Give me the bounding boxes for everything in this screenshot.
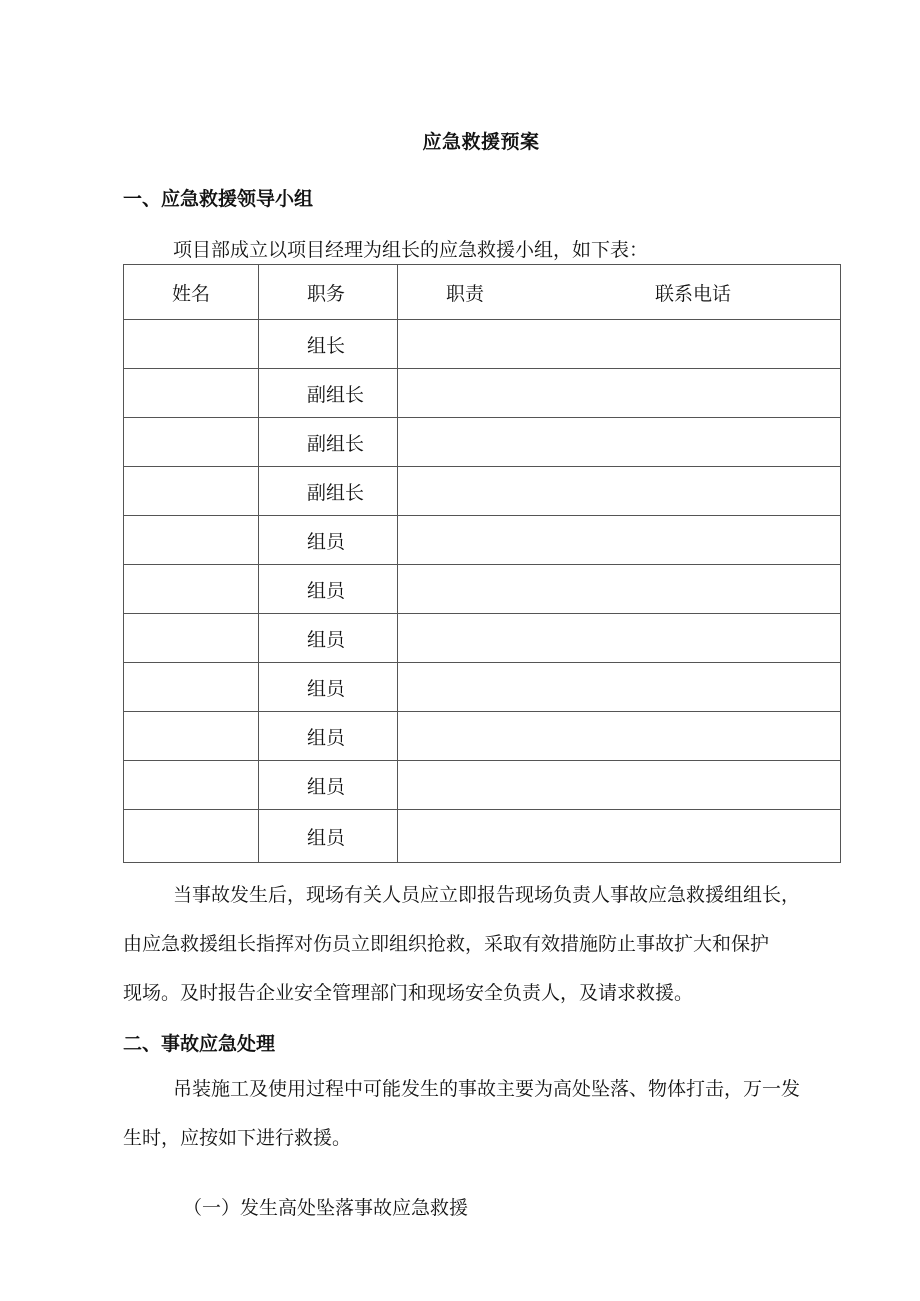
paragraph-line: 生时，应按如下进行救援。 <box>123 1127 352 1149</box>
cell-name <box>124 565 259 614</box>
header-phone: 联系电话 <box>655 282 732 305</box>
table-row <box>124 614 841 663</box>
cell-role: 组员 <box>259 663 398 712</box>
cell-role: 组员 <box>259 516 398 565</box>
emergency-team-table <box>123 264 841 863</box>
cell-duty <box>398 418 841 467</box>
subsection-heading: （一）发生高处坠落事故应急救援 <box>183 1197 469 1219</box>
cell-duty <box>398 320 841 369</box>
cell-role: 副组长 <box>259 369 398 418</box>
cell-name <box>124 663 259 712</box>
table-row <box>124 810 841 863</box>
cell-role: 组员 <box>259 761 398 810</box>
cell-duty <box>398 663 841 712</box>
header-duty-phone <box>398 265 841 320</box>
header-role: 职务 <box>259 265 398 320</box>
section2-body <box>123 1065 843 1163</box>
paragraph-line: 当事故发生后，现场有关人员应立即报告现场负责人事故应急救援组组长， <box>173 884 801 906</box>
cell-duty <box>398 810 841 863</box>
paragraph-line: 吊装施工及使用过程中可能发生的事故主要为高处坠落、物体打击，万一发 <box>173 1078 801 1100</box>
header-name: 姓名 <box>124 265 259 320</box>
table-row <box>124 516 841 565</box>
cell-duty <box>398 369 841 418</box>
intro-line: 项目部成立以项目经理为组长的应急救援小组，如下表： <box>173 239 649 261</box>
table-row <box>124 320 841 369</box>
table-row <box>124 712 841 761</box>
cell-name <box>124 320 259 369</box>
table-row <box>124 369 841 418</box>
cell-role: 组员 <box>259 712 398 761</box>
cell-duty <box>398 565 841 614</box>
cell-duty <box>398 761 841 810</box>
cell-name <box>124 418 259 467</box>
incident-report-paragraph <box>123 871 843 1018</box>
cell-role: 组员 <box>259 614 398 663</box>
paragraph-line: 由应急救援组长指挥对伤员立即组织抢救，采取有效措施防止事故扩大和保护 <box>123 933 770 955</box>
cell-name <box>124 516 259 565</box>
cell-name <box>124 712 259 761</box>
table-row <box>124 418 841 467</box>
table-row <box>124 565 841 614</box>
cell-name <box>124 614 259 663</box>
cell-role: 副组长 <box>259 418 398 467</box>
cell-duty <box>398 614 841 663</box>
paragraph-line: 现场。及时报告企业安全管理部门和现场安全负责人，及请求救援。 <box>123 982 694 1004</box>
table-row <box>124 761 841 810</box>
table-header-row <box>124 265 841 320</box>
header-duty: 职责 <box>446 282 485 305</box>
page-title: 应急救援预案 <box>422 131 540 153</box>
section1-heading: 一、应急救援领导小组 <box>123 188 314 210</box>
cell-name <box>124 369 259 418</box>
table-row <box>124 663 841 712</box>
section2-heading: 二、事故应急处理 <box>123 1033 276 1055</box>
cell-name <box>124 467 259 516</box>
cell-role: 组长 <box>259 320 398 369</box>
cell-name <box>124 810 259 863</box>
cell-duty <box>398 467 841 516</box>
table-row <box>124 467 841 516</box>
cell-duty <box>398 516 841 565</box>
cell-role: 副组长 <box>259 467 398 516</box>
cell-name <box>124 761 259 810</box>
cell-role: 组员 <box>259 810 398 863</box>
cell-role: 组员 <box>259 565 398 614</box>
cell-duty <box>398 712 841 761</box>
